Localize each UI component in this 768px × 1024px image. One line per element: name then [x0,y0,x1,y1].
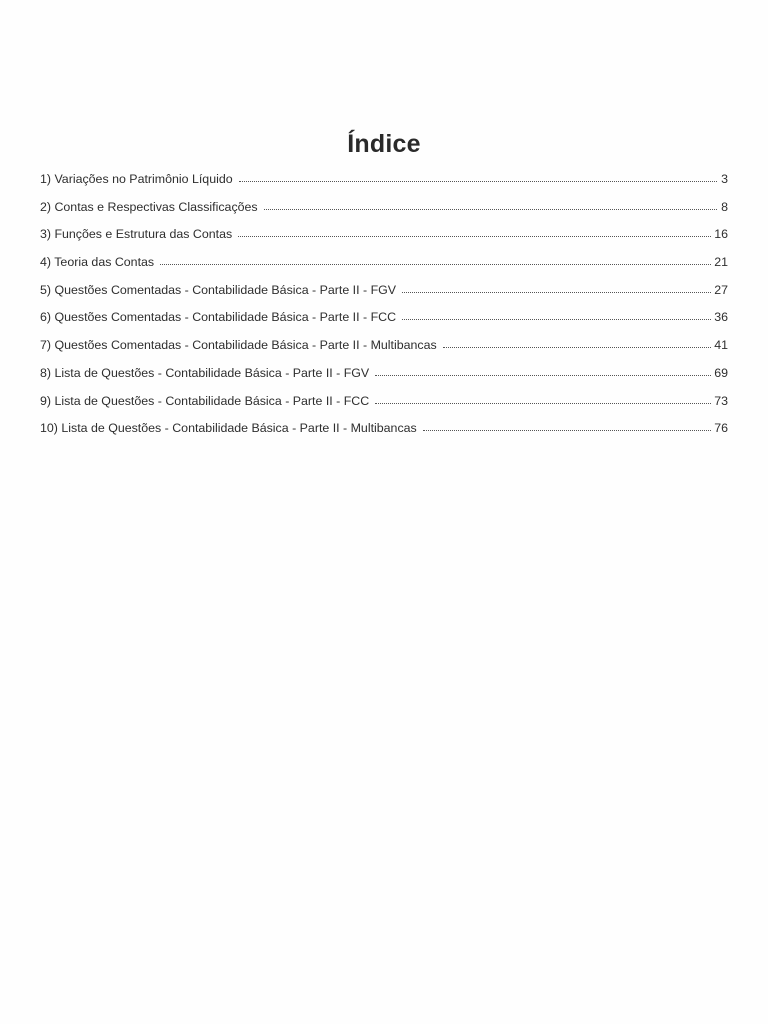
toc-entry-label: 10) Lista de Questões - Contabilidade Básica - Parte II - Multibancas [40,421,417,436]
page-title: Índice [347,130,421,158]
toc-entry-label: 7) Questões Comentadas - Contabilidade Básica - Parte II - Multibancas [40,338,437,353]
toc-entry-page: 73 [714,393,728,408]
toc-entry-label: 4) Teoria das Contas [40,255,155,270]
toc-entry-label: 3) Funções e Estrutura das Contas [40,227,233,242]
toc-entry-label: 8) Lista de Questões - Contabilidade Básica - Parte II - FGV [40,365,370,380]
dot-leader [160,254,711,266]
dot-leader [375,393,711,405]
toc-entry-10[interactable] [40,417,728,445]
toc-entry-label: 5) Questões Comentadas - Contabilidade Básica - Parte II - FGV [40,282,397,297]
dot-leader [264,199,717,211]
dot-leader [375,365,711,377]
toc-entry-page: 27 [714,282,728,297]
toc-entry-page: 76 [714,421,728,436]
toc-entry-page: 36 [714,310,728,325]
dot-leader [423,420,711,432]
toc-entry-label: 1) Variações no Patrimônio Líquido [40,172,233,186]
toc-entry-page: 8 [721,199,728,214]
table-of-contents [40,168,728,445]
dot-leader [402,282,711,294]
toc-entry-page: 3 [721,172,728,186]
toc-entry-3[interactable] [40,223,728,251]
dot-leader [443,337,712,349]
toc-entry-7[interactable] [40,334,728,362]
toc-entry-label: 6) Questões Comentadas - Contabilidade Básica - Parte II - FCC [40,310,397,325]
toc-entry-page: 21 [714,255,728,270]
toc-entry-5[interactable] [40,279,728,307]
toc-entry-2[interactable] [40,196,728,224]
toc-entry-page: 69 [714,365,728,380]
toc-entry-6[interactable] [40,306,728,334]
toc-entry-9[interactable] [40,390,728,418]
dot-leader [239,171,717,183]
toc-entry-1[interactable] [40,168,728,196]
toc-entry-4[interactable] [40,251,728,279]
toc-entry-page: 41 [714,338,728,353]
toc-entry-label: 2) Contas e Respectivas Classificações [40,199,258,214]
toc-entry-label: 9) Lista de Questões - Contabilidade Básica - Parte II - FCC [40,393,370,408]
toc-entry-8[interactable] [40,362,728,390]
toc-entry-page: 16 [714,227,728,242]
dot-leader [402,309,711,321]
dot-leader [238,226,711,238]
